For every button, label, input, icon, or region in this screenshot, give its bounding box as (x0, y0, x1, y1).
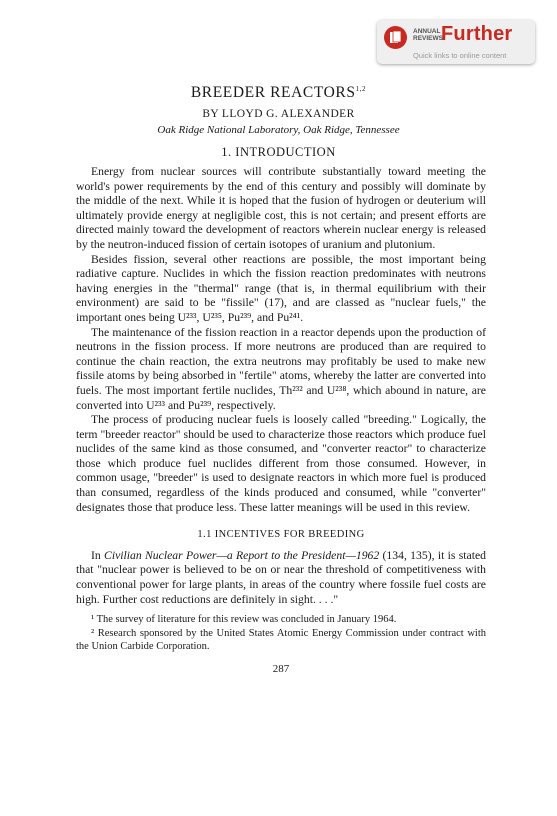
page-number: 287 (272, 663, 290, 676)
paragraph: The process of producing nuclear fuels is loosely called "breeding." Logically, the term "breeder reactor" should be used to characterize those reactors which produce fuel nuclides of the same kind as those consumed, and "converter reactor" to characterize those which produce fuel nuclides different from those consumed. However, in common usage, "breeder" is used to designate reactors in which more fuel is produced than consumed, regardless of the kinds produced and consumed, while "converter" designates those that produce less. These latter meanings will be used in this review. (76, 413, 486, 514)
further-label: Further (441, 23, 513, 45)
article-title-text: BREEDER REACTORS (190, 84, 356, 101)
footnote: ² Research sponsored by the United States Atomic Energy Commission under contract with the Union Carbide Corporation. (76, 627, 486, 653)
annual-reviews-logo-icon (384, 26, 407, 49)
paragraph: The maintenance of the fission reaction in a reactor depends upon the production of neutrons in the fission process. If more neutrons are produced than are required to continue the chain reaction, the extra neutrons may profitably be used to make new fissile atoms by being absorbed in "fertile" atoms, whereby the latter are converted into fuels. The most important fertile nuclides, Th²³² and U²³⁸, which abound in nature, are converted into U²³³ and Pu²³⁹, respectively. (76, 325, 486, 412)
further-tagline: Quick links to online content (413, 51, 507, 60)
section-heading: 1. INTRODUCTION (221, 145, 336, 159)
annual-reviews-label: ANNUAL REVIEWS (413, 28, 443, 42)
further-badge[interactable] (377, 20, 535, 64)
incentives-rest: (134, 135), it is stated that "nuclear power is believed to be on or near the threshold of competitiveness with conventional power for large plants, in areas of the country where fossile fuel costs are high. Further cost reductions are definitely in sight. . . ." (76, 548, 486, 606)
footnotes (76, 613, 486, 653)
affiliation: Oak Ridge National Laboratory, Oak Ridge, Tennessee (157, 124, 400, 136)
subsection-heading: 1.1 INCENTIVES FOR BREEDING (197, 529, 365, 541)
paragraph: Besides fission, several other reactions are possible, the most important being radiative capture. Nuclides in which the fission reaction predominates with neutrons having energies in the "thermal" range (that is, in thermal equilibrium with their environment) are said to be "fissile" (17), and are classed as "nuclear fuels," the important ones being U²³³, U²³⁵, Pu²³⁹, and Pu²⁴¹. (76, 252, 486, 324)
incentives-lead: In (91, 548, 105, 562)
cited-report-title: Civilian Nuclear Power—a Report to the President—1962 (104, 548, 380, 562)
paragraph-incentives (76, 549, 486, 607)
paragraph: Energy from nuclear sources will contribute substantially toward meeting the world's power requirements by the end of this century and possibly will dominate by the middle of the next. While it is hoped that the fusion of hydrogen or deuterium will ultimately provide energy at negligible cost, this is not certain; and present efforts are directed mainly toward the development of reactors wherein nuclear energy is released by the neutron-induced fission of certain isotopes of uranium and plutonium. (76, 165, 486, 251)
article-title (0, 84, 557, 102)
footnote: ¹ The survey of literature for this review was concluded in January 1964. (91, 614, 397, 626)
title-footnote-marks: 1,2 (355, 84, 367, 93)
article-body (76, 165, 486, 677)
author-line: BY LLOYD G. ALEXANDER (202, 108, 355, 120)
